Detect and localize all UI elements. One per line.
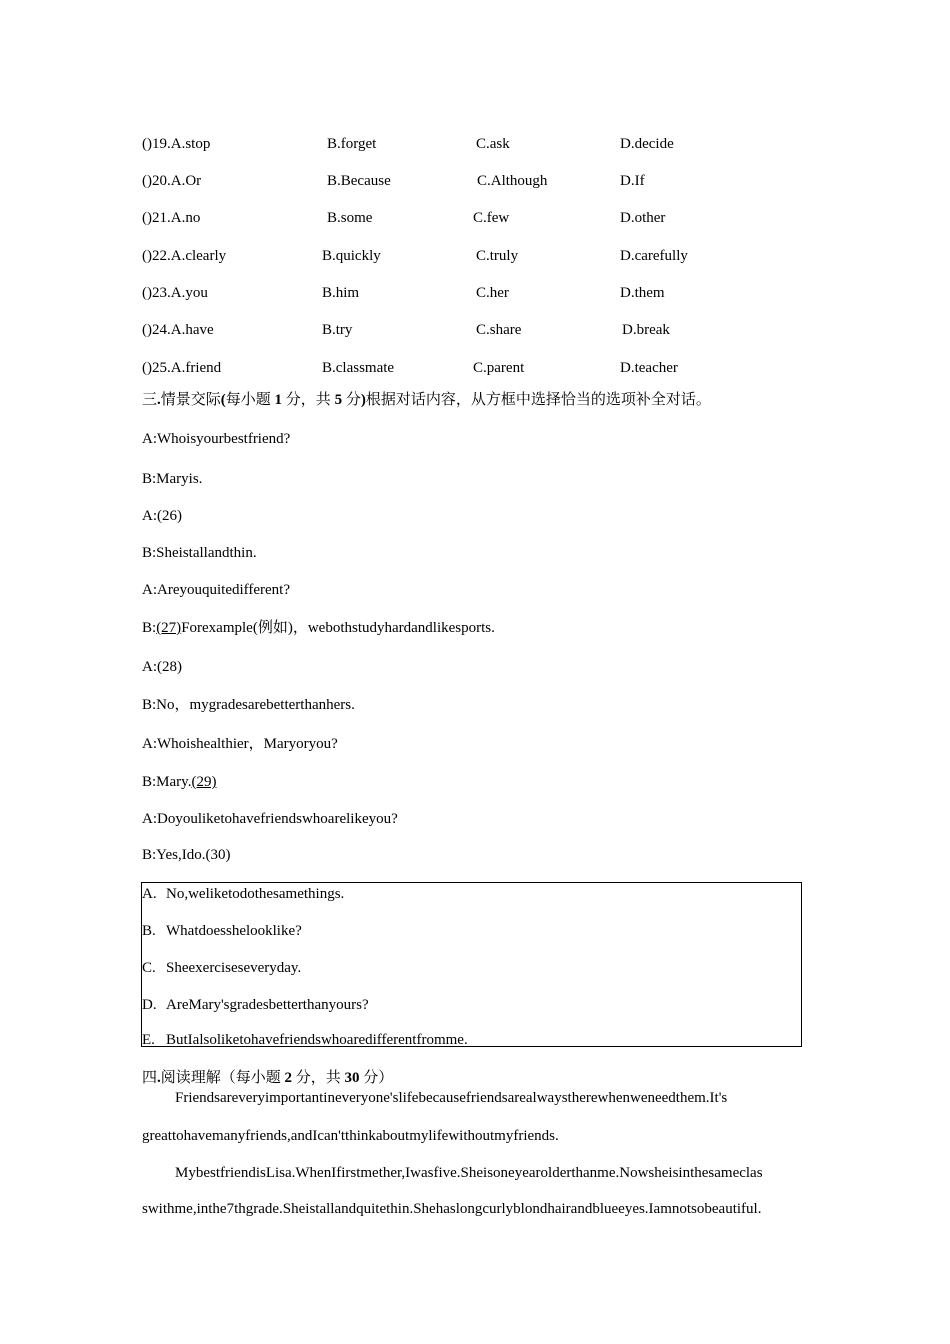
dialog-line: A:(26): [142, 508, 182, 524]
option-c: C.her: [476, 285, 509, 301]
heading-text: 阅读理解（每小题: [160, 1070, 281, 1086]
choice-label: B.: [142, 923, 156, 939]
heading-text: 分）: [359, 1070, 394, 1086]
option-a: ()22.A.clearly: [142, 248, 227, 264]
choice-d: [142, 998, 369, 1013]
option-b: B.some: [327, 210, 373, 226]
choice-label: D.: [142, 997, 157, 1013]
heading-text: 四: [142, 1070, 158, 1086]
option-row-20: [0, 174, 950, 194]
dialog-line: A:Whoishealthier，Maryoryou?: [142, 736, 338, 752]
option-b: B.Because: [327, 173, 391, 189]
section-4-heading: [142, 1071, 393, 1086]
choice-e: [142, 1033, 468, 1048]
passage-line: Friendsareveryimportantineveryone'slifebecausefriendsarealwaystherewhenweneedthem.It's: [175, 1090, 728, 1106]
heading-text: 分，共: [292, 1070, 345, 1086]
option-row-24: [0, 323, 950, 343]
heading-text: (: [220, 392, 226, 408]
option-a: ()20.A.Or: [142, 173, 202, 189]
heading-text: 分: [342, 392, 361, 408]
choice-text: Sheexerciseseveryday.: [166, 960, 302, 976]
dialog-line: A:(28): [142, 659, 182, 675]
heading-text: 5: [334, 392, 343, 408]
option-a: ()25.A.friend: [142, 360, 222, 376]
option-a: ()24.A.have: [142, 322, 214, 338]
option-b: B.try: [322, 322, 353, 338]
option-d: D.If: [620, 173, 645, 189]
heading-text: 分，共: [282, 392, 335, 408]
option-b: B.forget: [327, 136, 377, 152]
heading-text: 三: [142, 392, 158, 408]
choice-a: [142, 887, 344, 902]
option-b: B.quickly: [322, 248, 381, 264]
heading-text: .: [157, 1070, 161, 1086]
dialog-line: B:Sheistallandthin.: [142, 545, 257, 561]
option-d: D.carefully: [620, 248, 688, 264]
dialog-line: B:Maryis.: [142, 471, 203, 487]
choice-text: No,weliketodothesamethings.: [166, 886, 345, 902]
dialog-line: A:Whoisyourbestfriend?: [142, 431, 291, 447]
option-b: B.classmate: [322, 360, 395, 376]
choice-c: [142, 961, 301, 976]
section-3-heading: [142, 393, 711, 408]
choice-text: Whatdoesshelooklike?: [166, 923, 302, 939]
option-a: ()23.A.you: [142, 285, 208, 301]
option-d: D.other: [620, 210, 666, 226]
blank-29: (29): [191, 774, 217, 790]
option-row-23: [0, 286, 950, 306]
option-row-22: [0, 249, 950, 269]
option-c: C.Although: [477, 173, 548, 189]
dialog-speaker: B:: [142, 620, 157, 636]
blank-27: (27): [156, 620, 182, 636]
choice-label: C.: [142, 960, 156, 976]
choice-text: AreMary'sgradesbetterthanyours?: [166, 997, 369, 1013]
option-row-21: [0, 211, 950, 231]
option-d: D.teacher: [620, 360, 678, 376]
option-row-19: [0, 137, 950, 157]
choice-label: A.: [142, 886, 157, 902]
dialog-line-29: [142, 775, 216, 790]
dialog-line: A:Doyouliketohavefriendswhoarelikeyou?: [142, 811, 398, 827]
passage-line: swithme,inthe7thgrade.Sheistallandquitethin.Shehaslongcurlyblondhairandblueeyes.Iamnotsobeautiful.: [142, 1201, 762, 1217]
heading-text: 每小题: [225, 392, 271, 408]
choices-box: [141, 882, 802, 1047]
option-d: D.break: [622, 322, 670, 338]
heading-text: 1: [274, 392, 283, 408]
option-c: C.ask: [476, 136, 510, 152]
option-b: B.him: [322, 285, 360, 301]
option-c: C.parent: [473, 360, 525, 376]
heading-text: 2: [284, 1070, 293, 1086]
dialog-text: B:Mary.: [142, 774, 192, 790]
heading-text: 30: [344, 1070, 360, 1086]
choice-label: E.: [142, 1032, 155, 1048]
heading-text: .: [157, 392, 161, 408]
heading-text: ): [360, 392, 366, 408]
heading-text: 情景交际: [160, 392, 221, 408]
choice-b: [142, 924, 302, 939]
option-row-25: [0, 361, 950, 381]
dialog-line: B:Yes,Ido.(30): [142, 847, 231, 863]
choice-text: ButIalsoliketohavefriendswhoaredifferentfromme.: [166, 1032, 468, 1048]
heading-text: 根据对话内容，从方框中选择恰当的选项补全对话。: [365, 392, 711, 408]
option-c: C.truly: [476, 248, 519, 264]
option-c: C.few: [473, 210, 510, 226]
passage-line: greattohavemanyfriends,andIcan'tthinkaboutmylifewithoutmyfriends.: [142, 1128, 559, 1144]
dialog-line: B:No，mygradesarebetterthanhers.: [142, 697, 355, 713]
option-a: ()21.A.no: [142, 210, 201, 226]
option-d: D.them: [620, 285, 665, 301]
passage-line: MybestfriendisLisa.WhenIfirstmether,Iwasfive.Sheisoneyearolderthanme.Nowsheisinthesameclas: [175, 1165, 763, 1181]
option-a: ()19.A.stop: [142, 136, 211, 152]
dialog-text: Forexample(例如)，webothstudyhardandlikesports.: [181, 620, 495, 636]
dialog-line-27: [142, 621, 495, 636]
option-c: C.share: [476, 322, 522, 338]
dialog-line: A:Areyouquitedifferent?: [142, 582, 291, 598]
option-d: D.decide: [620, 136, 674, 152]
